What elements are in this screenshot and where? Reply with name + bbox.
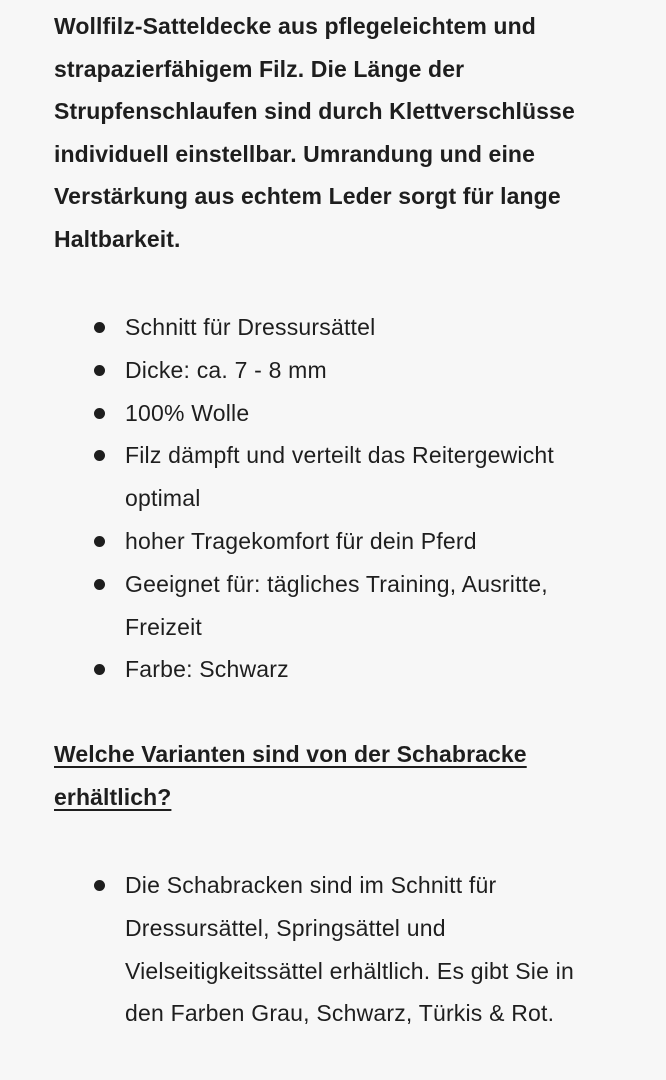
- list-item: Schnitt für Dressursättel: [54, 306, 614, 349]
- intro-paragraph: Wollfilz-Satteldecke aus pflegeleichtem und strapazierfähigem Filz. Die Länge der Strupfenschlaufen sind durch Klettverschlüsse individuell einstellbar. Umrandung und eine Verstärkung aus echtem Leder sorgt für lange Haltbarkeit.: [54, 13, 575, 252]
- list-item: Die Schabracken sind im Schnitt für Dressursättel, Springsättel und Vielseitigkeitssättel erhältlich. Es gibt Sie in den Farben Grau, Schwarz, Türkis & Rot.: [54, 864, 614, 1035]
- list-item: 100% Wolle: [54, 392, 614, 435]
- variants-heading: Welche Varianten sind von der Schabracke erhältlich?: [54, 741, 527, 810]
- list-item: Dicke: ca. 7 - 8 mm: [54, 349, 614, 392]
- list-item: Geeignet für: tägliches Training, Ausritte, Freizeit: [54, 563, 614, 649]
- feature-list: [54, 306, 614, 691]
- list-item: hoher Tragekomfort für dein Pferd: [54, 520, 614, 563]
- list-item: Farbe: Schwarz: [54, 648, 614, 691]
- list-item: Filz dämpft und verteilt das Reitergewicht optimal: [54, 434, 614, 520]
- variants-list: [54, 864, 614, 1035]
